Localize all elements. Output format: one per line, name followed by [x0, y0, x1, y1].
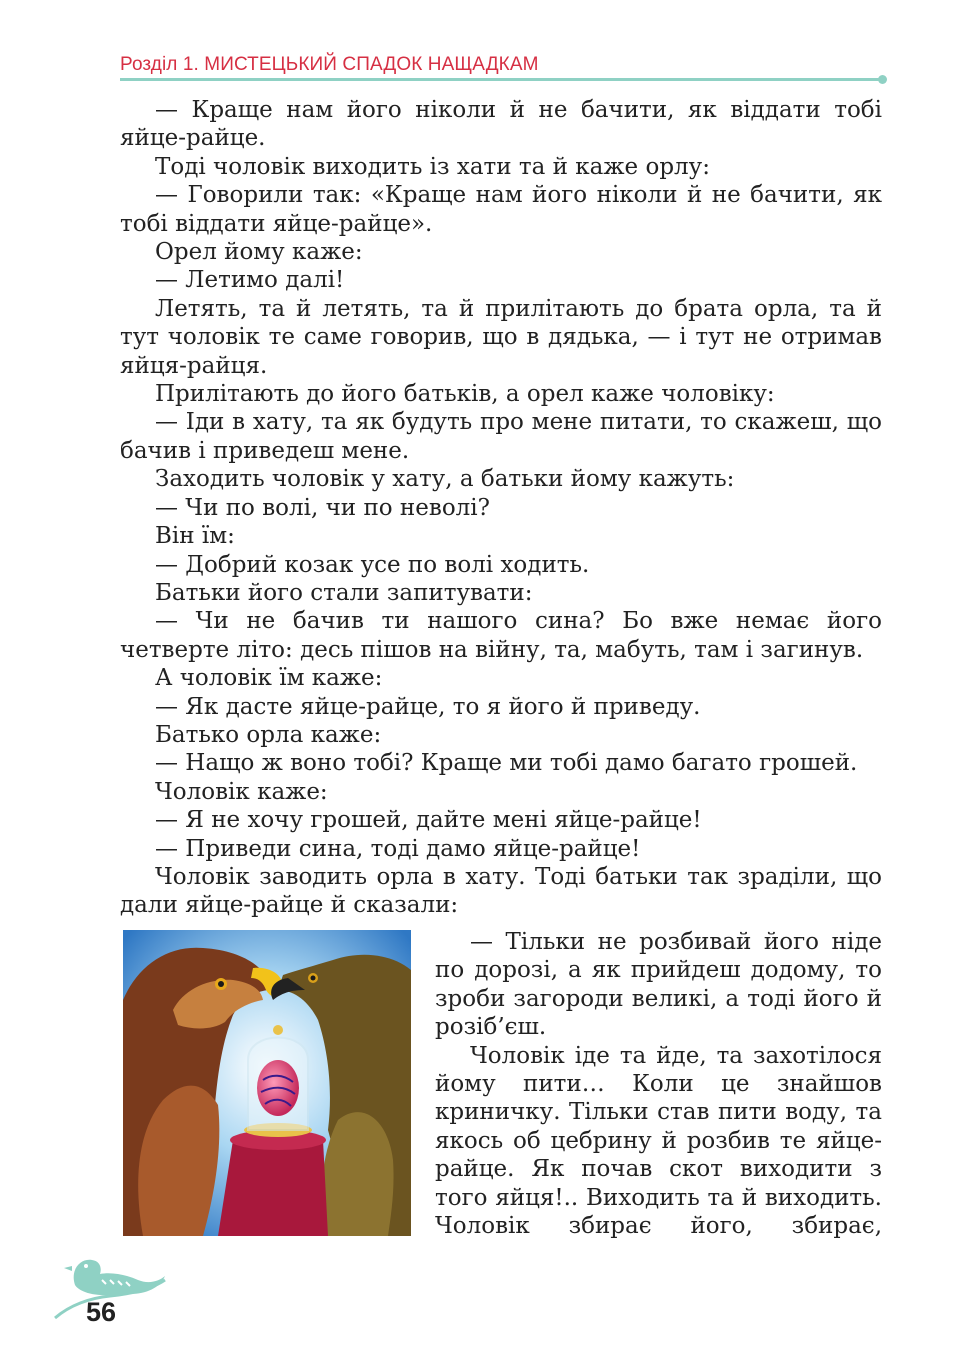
paragraph: — Приведи сина, тоді дамо яйце-райце!: [155, 835, 641, 862]
paragraph: — Як дасте яйце-райце, то я його й приведу.: [155, 693, 701, 720]
paragraph: — Добрий козак усе по волі ходить.: [155, 551, 590, 578]
paragraph: — Летимо далі!: [155, 267, 345, 294]
paragraph: — Краще нам його ніколи й не бачити, як віддати тобі яйце-райце.: [120, 97, 882, 152]
paragraph: — Чи не бачив ти нашого сина? Бо вже немає його четверте літо: десь пішов на війну, та, мабуть, там і загинув.: [120, 608, 882, 663]
side-text: [435, 928, 882, 1240]
eagles-illustration: [123, 930, 411, 1236]
paragraph: Тоді чоловік виходить із хати та й каже орлу:: [155, 153, 710, 180]
story-text: [120, 96, 882, 920]
paragraph: Батьки його стали запитувати:: [155, 579, 533, 606]
paragraph: А чоловік їм каже:: [155, 665, 383, 692]
paragraph: — Нащо ж воно тобі? Краще ми тобі дамо багато грошей.: [155, 750, 858, 777]
paragraph: Батько орла каже:: [155, 721, 382, 748]
paragraph: Летять, та й летять, та й прилітають до брата орла, та й тут чоловік те саме говорив, що в дядька, — і тут не отримав яйця-райця.: [120, 295, 882, 379]
eagles-egg-icon: [123, 930, 411, 1236]
paragraph: — Тільки не розбивай його ніде по дорозі, а як прийдеш додому, то зроби загороди великі, а тоді його й розіб’єш.: [435, 929, 882, 1041]
paragraph: Чоловік іде та йде, та захотілося йому пити… Коли це знайшов криничку. Тільки став пити воду, та якось об цебрину й розбив те яйце-райце. Як почав скот виходити з того яйця!.. Виходить та й виходить. Чоловік збирає його, збирає,: [435, 1042, 882, 1240]
header-rule-dot: [878, 75, 887, 84]
paragraph: — Я не хочу грошей, дайте мені яйце-райце!: [155, 807, 702, 834]
paragraph: Чоловік заводить орла в хату. Тоді батьки так зраділи, що дали яйце-райце й сказали:: [120, 863, 882, 919]
paragraph: Чоловік каже:: [155, 778, 328, 805]
chapter-header: Розділ 1. МИСТЕЦЬКИЙ СПАДОК НАЩАДКАМ: [120, 54, 539, 75]
paragraph: — Говорили так: «Краще нам його ніколи й не бачити, як тобі віддати яйце-райце».: [120, 182, 882, 237]
paragraph: Орел йому каже:: [155, 239, 363, 266]
paragraph: Заходить чоловік у хату, а батьки йому кажуть:: [155, 466, 735, 493]
paragraph: — Іди в хату, та як будуть про мене питати, то скажеш, що бачив і приведеш мене.: [120, 409, 882, 464]
paragraph: — Чи по волі, чи по неволі?: [155, 494, 490, 521]
page-number: 56: [86, 1297, 117, 1327]
paragraph: Він їм:: [155, 523, 235, 550]
paragraph: Прилітають до його батьків, а орел каже чоловіку:: [155, 381, 775, 408]
header-rule: [120, 78, 882, 81]
